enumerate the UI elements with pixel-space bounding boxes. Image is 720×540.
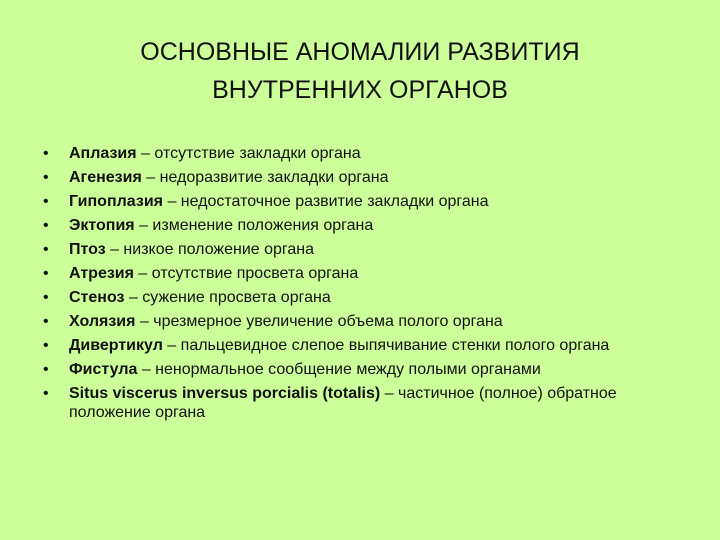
list-item: [0, 264, 720, 283]
list-item: [0, 216, 720, 235]
item-term: Стеноз: [69, 289, 125, 306]
item-definition: – чрезмерное увеличение объема полого органа: [135, 313, 503, 330]
item-definition: – недостаточное развитие закладки органа: [163, 193, 489, 210]
anomalies-list: [0, 144, 720, 427]
item-definition: – отсутствие закладки органа: [136, 145, 361, 162]
list-item: [0, 192, 720, 211]
bullet-icon: •: [43, 337, 49, 354]
item-term: Холязия: [69, 313, 136, 330]
item-definition: – отсутствие просвета органа: [133, 265, 359, 282]
item-definition: – частичное (полное) обратное положение органа: [69, 385, 617, 421]
bullet-icon: •: [43, 193, 49, 210]
list-item: [0, 240, 720, 259]
list-item: [0, 144, 720, 163]
item-term: Птоз: [69, 241, 106, 258]
list-item: [0, 384, 720, 422]
list-item: [0, 168, 720, 187]
bullet-icon: •: [43, 313, 49, 330]
bullet-icon: •: [43, 265, 49, 282]
item-term: Атрезия: [69, 265, 134, 282]
item-term: Гипоплазия: [69, 193, 163, 210]
item-definition: – недоразвитие закладки органа: [141, 169, 389, 186]
bullet-icon: •: [43, 361, 49, 378]
bullet-icon: •: [43, 241, 49, 258]
item-definition: – низкое положение органа: [105, 241, 315, 258]
item-term: Дивертикул: [69, 337, 163, 354]
item-term: Situs viscerus inversus porcialis (totalis): [69, 385, 381, 402]
item-term: Аплазия: [69, 145, 137, 162]
item-definition: – сужение просвета органа: [124, 289, 331, 306]
list-item: [0, 312, 720, 331]
list-item: [0, 288, 720, 307]
slide-title-line-1: ОСНОВНЫЕ АНОМАЛИИ РАЗВИТИЯ: [140, 38, 580, 66]
item-term: Эктопия: [69, 217, 135, 234]
bullet-icon: •: [43, 385, 49, 402]
bullet-icon: •: [43, 145, 49, 162]
list-item: [0, 360, 720, 379]
item-definition: – изменение положения органа: [134, 217, 374, 234]
slide-title-line-2: ВНУТРЕННИХ ОРГАНОВ: [212, 76, 508, 104]
item-term: Фистула: [69, 361, 138, 378]
item-term: Агенезия: [69, 169, 142, 186]
list-item: [0, 336, 720, 355]
bullet-icon: •: [43, 169, 49, 186]
bullet-icon: •: [43, 289, 49, 306]
item-definition: – пальцевидное слепое выпячивание стенки полого органа: [162, 337, 610, 354]
item-definition: – ненормальное сообщение между полыми органами: [137, 361, 541, 378]
bullet-icon: •: [43, 217, 49, 234]
slide-title: [0, 33, 720, 109]
